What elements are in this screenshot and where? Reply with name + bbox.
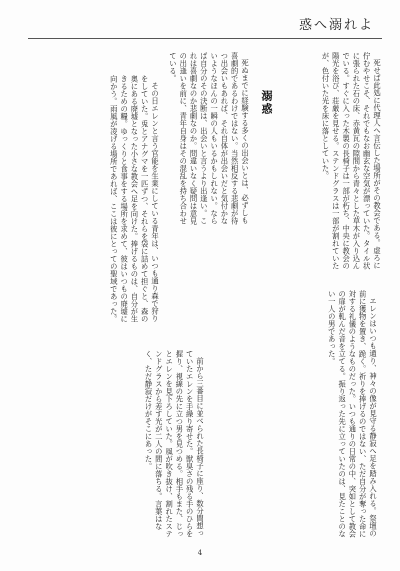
text-column-left-main	[44, 75, 160, 325]
paragraph: その日エレンと言う官能を生業にしている青年は、いつも通り森で狩りをしていた。兎とアナグマを一匹ずつ、それらを袋に詰めて担ぐと、森の奥にある廃墟となった小さな教会へ足を向けた。捧げるものは、自分が生きるための糧。ゆっくりと食事をする場所を求めて、彼はいつもの廃墟に向かう。雨風が凌げる場所であれば、ここは彼にとっての聖域であった。	[109, 75, 160, 323]
running-title: 惑へ溺れよ	[298, 18, 374, 33]
text-column-lower-left	[40, 350, 205, 538]
epigraph-text: 死ぬまでに経験する多くの出会いとは、必ずしも喜劇的であるわけではない。当然相反する悲劇が待つ出会いもあれば、それ自体が出会いだと気付かないようなほんの一瞬の人もいるかもしれない。ならば自分のその決断は、出会いと言うより出逢い。これは喜劇なのか悲劇なのか。問違いなく疑問は意見の出逢いを前に、青年自身はその混乱を持ち合わせている。	[168, 52, 250, 225]
section-title: 溺惑	[260, 90, 273, 116]
text-column-lower-right	[228, 290, 378, 538]
epigraph-block	[145, 52, 250, 228]
text-column-upper-right	[282, 52, 382, 272]
paragraph: エレンはいつも通り、神々の像が見守る静寂へ足を踏み入れる。祭壇の前に獲物を置き、跪く。祈りを捧げるのではない、ただ自分が奪った命に対する礼儀のようなものだった。いつも通りの日常の中、突如として教会の扉が軋んだ音を立てる。振り返った先に立っていたのは、見たことのない一人の男であった。	[327, 290, 378, 538]
paragraph: 前から三番目に並べられた長椅子に座り、数分間想っていたエレンを手繰り寄せた。獣臭さの残る手のひらを握り、視線の先に立つ男を見つめる。相手もまた、じっとエレンを見下ろしていた。風が吹き抜け、割れたステンドグラスから差す光が二人の間に落ちる。言葉はなく、ただ静寂だけがそこにあった。	[144, 350, 205, 538]
page-number: 4	[197, 549, 203, 557]
header-rule	[28, 38, 382, 39]
paragraph: 死せば此処に代理人へ言伝した場所がその教会である。虚ろに佇むやせこそ、それでもなお幽玄な空気が漂っていた。タイル状に張られた石の床、赤黄瓦の隙間から青々とした草木が入り込んでいる。すぐに入った木製の長椅子は一部が朽ち、中央に教会の陽光を浴び、荘厳を見せる。ステンドグラスは一部が割れていたが、色付いた光を床に落としていた。	[321, 52, 382, 270]
